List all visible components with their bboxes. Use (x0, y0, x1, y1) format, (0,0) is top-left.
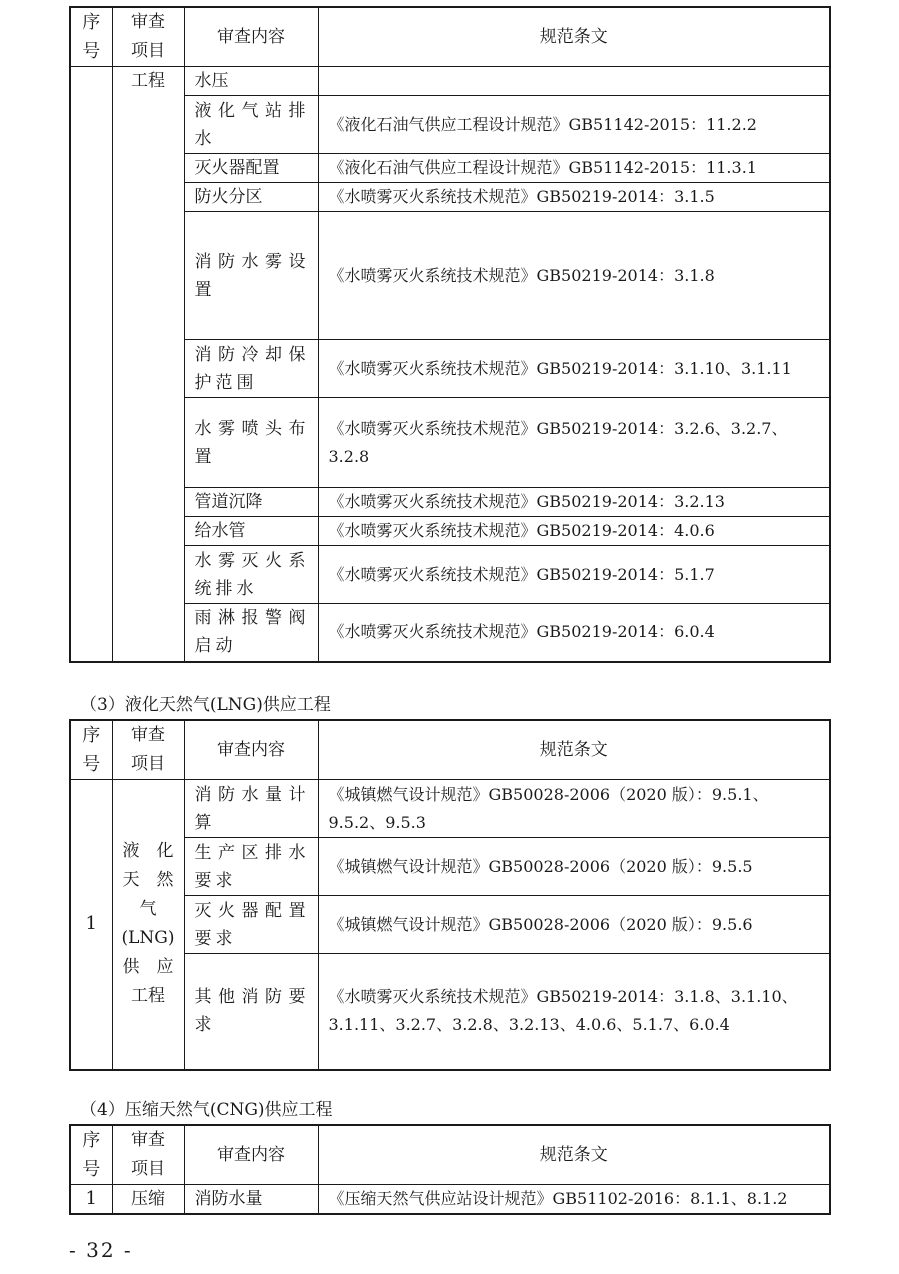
table-header-row (70, 720, 830, 780)
section-3-title: （3）液化天然气(LNG)供应工程 (80, 695, 331, 715)
header-content: 审查内容 (184, 1125, 318, 1185)
content-cell: 消防冷却保护范围 (184, 340, 318, 398)
seq-cell: 1 (70, 1185, 112, 1215)
spec-cell: 《城镇燃气设计规范》GB50028-2006（2020 版）：9.5.6 (318, 896, 830, 954)
content-cell: 灭火器配置 (184, 154, 318, 183)
item-cell: 压缩 (112, 1185, 184, 1215)
content-cell: 消防水量 (184, 1185, 318, 1215)
header-spec: 规范条文 (318, 720, 830, 780)
table-row (70, 954, 830, 1070)
spec-cell: 《水喷雾灭火系统技术规范》GB50219-2014：3.1.10、3.1.11 (318, 340, 830, 398)
spec-cell: 《水喷雾灭火系统技术规范》GB50219-2014：3.1.8 (318, 212, 830, 340)
section-4-title: （4）压缩天然气(CNG)供应工程 (80, 1100, 333, 1120)
content-cell: 其他消防要求 (184, 954, 318, 1070)
spec-cell: 《液化石油气供应工程设计规范》GB51142-2015：11.2.2 (318, 96, 830, 154)
table-row (70, 896, 830, 954)
spec-cell: 《水喷雾灭火系统技术规范》GB50219-2014：4.0.6 (318, 517, 830, 546)
spec-cell: 《城镇燃气设计规范》GB50028-2006（2020 版）：9.5.5 (318, 838, 830, 896)
spec-cell (318, 67, 830, 96)
header-spec: 规范条文 (318, 7, 830, 67)
table-row (70, 398, 830, 488)
spec-cell: 《水喷雾灭火系统技术规范》GB50219-2014：3.1.8、3.1.10、3.1.11、3.2.7、3.2.8、3.2.13、4.0.6、5.1.7、6.0.4 (318, 954, 830, 1070)
table-row (70, 517, 830, 546)
spec-cell: 《城镇燃气设计规范》GB50028-2006（2020 版）：9.5.1、9.5.2、9.5.3 (318, 780, 830, 838)
content-cell: 水雾灭火系统排水 (184, 546, 318, 604)
header-item: 审查 项目 (112, 720, 184, 780)
content-cell: 水压 (184, 67, 318, 96)
spec-cell: 《液化石油气供应工程设计规范》GB51142-2015：11.3.1 (318, 154, 830, 183)
spec-cell: 《压缩天然气供应站设计规范》GB51102-2016：8.1.1、8.1.2 (318, 1185, 830, 1215)
header-spec: 规范条文 (318, 1125, 830, 1185)
table-row (70, 604, 830, 662)
content-cell: 管道沉降 (184, 488, 318, 517)
table-header-row (70, 1125, 830, 1185)
header-seq: 序 号 (70, 720, 112, 780)
header-content: 审查内容 (184, 720, 318, 780)
spec-cell: 《水喷雾灭火系统技术规范》GB50219-2014：6.0.4 (318, 604, 830, 662)
table-row (70, 96, 830, 154)
header-item: 审查 项目 (112, 1125, 184, 1185)
header-seq: 序 号 (70, 1125, 112, 1185)
content-cell: 生产区排水要求 (184, 838, 318, 896)
content-cell: 消防水雾设置 (184, 212, 318, 340)
review-table-cng (69, 1124, 831, 1215)
item-cell: 工程 (112, 67, 184, 662)
content-cell: 给水管 (184, 517, 318, 546)
table-header-row (70, 7, 830, 67)
seq-cell (70, 67, 112, 662)
table-row (70, 488, 830, 517)
spec-cell: 《水喷雾灭火系统技术规范》GB50219-2014：3.2.6、3.2.7、3.2.8 (318, 398, 830, 488)
table-row (70, 67, 830, 96)
content-cell: 防火分区 (184, 183, 318, 212)
content-cell: 液化气站排水 (184, 96, 318, 154)
table-row (70, 780, 830, 838)
header-item: 审查 项目 (112, 7, 184, 67)
content-cell: 灭火器配置要求 (184, 896, 318, 954)
content-cell: 水雾喷头布置 (184, 398, 318, 488)
header-seq: 序 号 (70, 7, 112, 67)
spec-cell: 《水喷雾灭火系统技术规范》GB50219-2014：3.1.5 (318, 183, 830, 212)
spec-cell: 《水喷雾灭火系统技术规范》GB50219-2014：3.2.13 (318, 488, 830, 517)
table-row (70, 212, 830, 340)
page-number: - 32 - (69, 1238, 133, 1262)
spec-cell: 《水喷雾灭火系统技术规范》GB50219-2014：5.1.7 (318, 546, 830, 604)
seq-cell: 1 (70, 780, 112, 1070)
table-row (70, 1185, 830, 1215)
table-row (70, 183, 830, 212)
content-cell: 雨淋报警阀启动 (184, 604, 318, 662)
table-row (70, 340, 830, 398)
header-content: 审查内容 (184, 7, 318, 67)
item-cell: 液 化 天 然 气 (LNG) 供 应 工程 (112, 780, 184, 1070)
table-row (70, 154, 830, 183)
content-cell: 消防水量计算 (184, 780, 318, 838)
review-table-lpg-continued (69, 6, 831, 663)
table-row (70, 546, 830, 604)
review-table-lng (69, 719, 831, 1071)
table-row (70, 838, 830, 896)
